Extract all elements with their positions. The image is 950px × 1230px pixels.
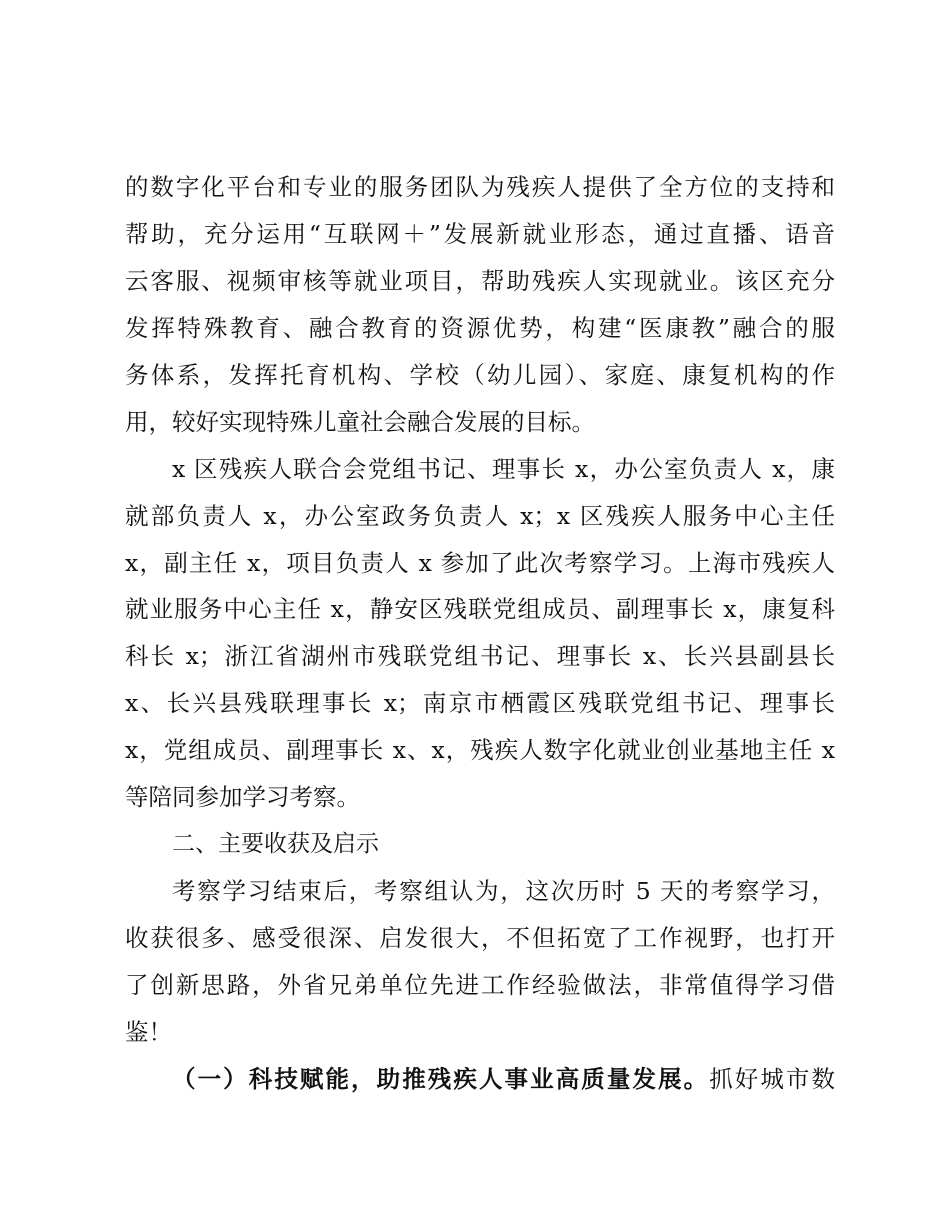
paragraph-1-line-6: 用，较好实现特殊儿童社会融合发展的目标。 [125, 408, 595, 436]
paragraph-3-line-1: 考察学习结束后，考察组认为，这次历时 5 天的考察学习， [172, 877, 835, 905]
paragraph-1-line-5: 务体系，发挥托育机构、学校（幼儿园）、家庭、康复机构的作 [125, 361, 835, 389]
subsection-continuation: 抓好城市数 [709, 1065, 835, 1093]
paragraph-3-line-4: 鉴！ [125, 1018, 172, 1046]
subsection-line [172, 1059, 835, 1099]
paragraph-3-line-3: 了创新思路，外省兄弟单位先进工作经验做法，非常值得学习借 [125, 971, 835, 999]
paragraph-2-line-6: x、长兴县残联理事长 x；南京市栖霞区残联党组书记、理事长 [125, 689, 835, 717]
paragraph-2-line-2: 就部负责人 x，办公室政务负责人 x；x 区残疾人服务中心主任 [125, 502, 835, 530]
paragraph-2-line-4: 就业服务中心主任 x，静安区残联党组成员、副理事长 x，康复科 [125, 595, 835, 623]
subsection-title: （一）科技赋能，助推残疾人事业高质量发展。 [172, 1065, 710, 1093]
paragraph-1-line-4: 发挥特殊教育、融合教育的资源优势，构建“医康教”融合的服 [125, 314, 835, 342]
paragraph-1-line-1: 的数字化平台和专业的服务团队为残疾人提供了全方位的支持和 [125, 173, 835, 201]
paragraph-2-line-5: 科长 x；浙江省湖州市残联党组书记、理事长 x、长兴县副县长 [125, 642, 835, 670]
paragraph-2-line-8: 等陪同参加学习考察。 [125, 783, 360, 811]
paragraph-2-line-7: x，党组成员、副理事长 x、x，残疾人数字化就业创业基地主任 x [125, 736, 835, 764]
paragraph-1-line-3: 云客服、视频审核等就业项目，帮助残疾人实现就业。该区充分 [125, 267, 835, 295]
paragraph-2-line-3: x，副主任 x，项目负责人 x 参加了此次考察学习。上海市残疾人 [125, 549, 835, 577]
paragraph-2-line-1: x 区残疾人联合会党组书记、理事长 x，办公室负责人 x，康 [172, 455, 835, 483]
paragraph-3-line-2: 收获很多、感受很深、启发很大，不但拓宽了工作视野，也打开 [125, 924, 835, 952]
section-heading: 二、主要收获及启示 [172, 831, 379, 857]
paragraph-1-line-2: 帮助，充分运用“互联网＋”发展新就业形态，通过直播、语音 [125, 220, 835, 248]
